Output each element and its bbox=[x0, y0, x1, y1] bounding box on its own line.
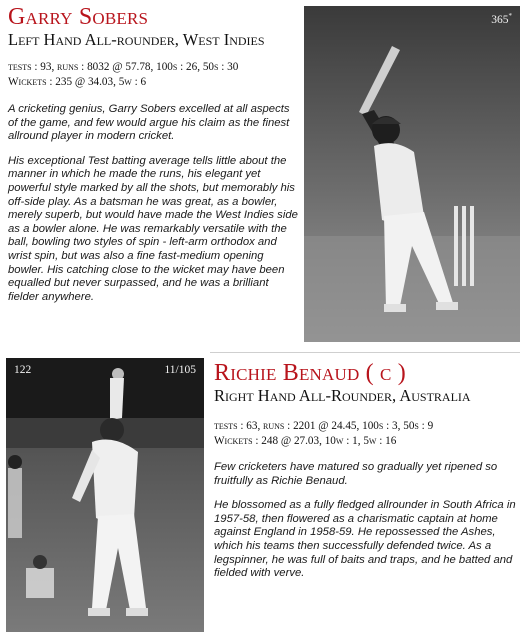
bio-paragraph: His exceptional Test batting average tells little about the manner in which he made the runs, his elegant yet powerful style marked by all the shots, but memorably his off-side play. As a batsman he was great, as a bowler, merely superb, but would have made the West Indies side as a bowler alone. He was remarkably versatile with the ball, bowling two styles of spin - left-arm orthodox and wrist spin, but was also a fine fast-medium opening bowler. His catching close to the wicket may have been equalled but never surpassed, and he was a brilliant fielder anywhere. bbox=[8, 154, 298, 303]
stats-line-batting: tests : 63, runs : 2201 @ 24.45, 100s : 3, 50s : 9 bbox=[214, 420, 434, 432]
stats-line-bowling: Wickets : 248 @ 27.03, 10w : 1, 5w : 16 bbox=[214, 434, 397, 447]
bio-paragraph: A cricketing genius, Garry Sobers excelled at all aspects of the game, and few would argue his claim as the finest allround player in modern cricket. bbox=[8, 103, 290, 143]
photo-badge-sobers: 365* bbox=[491, 12, 512, 26]
player-stats-sobers bbox=[8, 60, 238, 89]
player-stats-benaud bbox=[214, 419, 433, 448]
player-role-benaud: Right Hand All-Rounder, Australia bbox=[214, 386, 471, 405]
player-bio-sobers bbox=[8, 103, 298, 315]
photo-badge-right-benaud: 11/105 bbox=[164, 364, 196, 376]
section-divider bbox=[210, 352, 520, 353]
sobers-batting-photo bbox=[304, 6, 520, 342]
photo-badge-left-benaud: 122 bbox=[14, 364, 32, 376]
stats-line-bowling: Wickets : 235 @ 34.03, 5w : 6 bbox=[8, 75, 147, 88]
player-name-benaud: Richie Benaud ( c ) bbox=[214, 360, 406, 386]
player-bio-benaud bbox=[214, 461, 518, 592]
bio-paragraph: He blossomed as a fully fledged allrounder in South Africa in 1957-58, then flowered as a charismatic captain at home against England in 1958-59. He repossessed the Ashes, which his teams then successfully defended twice. As a legspinner, he was full of baits and traps, and he batted and fielded with verve. bbox=[214, 499, 516, 580]
photo-benaud bbox=[6, 358, 204, 632]
player-name-sobers: Garry Sobers bbox=[8, 4, 149, 30]
benaud-bowling-photo bbox=[6, 358, 204, 632]
stats-line-batting: tests : 93, runs : 8032 @ 57.78, 100s : 26, 50s : 30 bbox=[8, 61, 239, 73]
photo-sobers bbox=[304, 6, 520, 342]
bio-paragraph: Few cricketers have matured so gradually yet ripened so fruitfully as Richie Benaud. bbox=[214, 461, 498, 487]
player-role-sobers: Left Hand All-rounder, West Indies bbox=[8, 30, 265, 49]
